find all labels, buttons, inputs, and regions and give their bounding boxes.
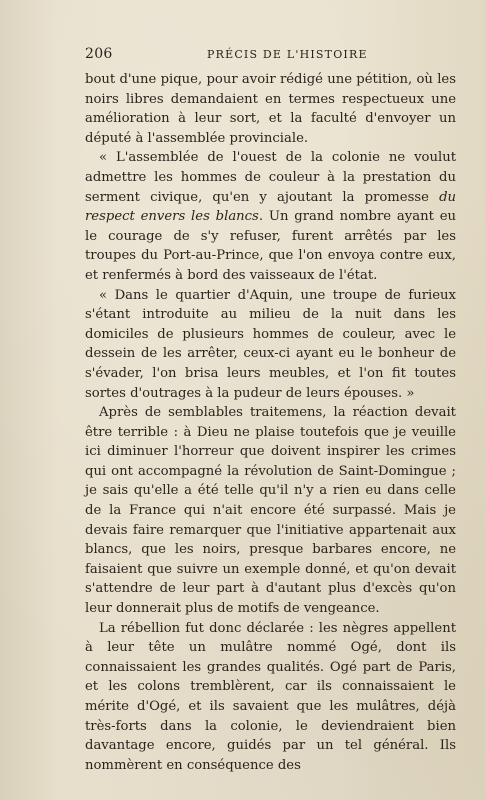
running-title: PRÉCIS DE L'HISTOIRE	[207, 48, 368, 61]
paragraph-4	[85, 403, 456, 619]
page-number: 206	[85, 46, 113, 62]
paragraph-3	[85, 286, 456, 404]
body-text	[85, 70, 456, 775]
paragraph-2-text-before: « L'assemblée de l'ouest de la colonie ne voulut admettre les hommes de couleur à la prestation du serment civique, qu'en y ajoutant la promesse	[85, 150, 456, 205]
paragraph-3-text: « Dans le quartier d'Aquin, une troupe de furieux s'étant introduite au milieu de la nuit dans les domiciles de plusieurs hommes de couleur, avec le dessein de les arrêter, ceux-ci ayant eu le bonheur de s'évader, l'on brisa leurs meubles, et l'on fit toutes sortes d'outrages à la pudeur de leurs épouses. »	[85, 287, 456, 401]
paragraph-5	[85, 619, 456, 776]
paragraph-1-text: bout d'une pique, pour avoir rédigé une pétition, où les noirs libres demandaient en termes respectueux une amélioration à leur sort, et la faculté d'envoyer un député à l'assemblée provinciale.	[85, 72, 456, 146]
paragraph-4-text: Après de semblables traitemens, la réaction devait être terrible : à Dieu ne plaise toutefois que je veuille ici diminuer l'horreur que doivent inspirer les crimes qui ont accompagné la révolution de Saint-Domingue ; je sais qu'elle a été telle qu'il n'y a rien eu dans celle de la France qui n'ait encore été surpassé. Mais je devais faire remarquer que l'initiative appartenait aux blancs, que les noirs, presque barbares encore, ne faisaient que suivre un exemple donné, et qu'on devait s'attendre de leur part à d'autant plus d'excès qu'on leur donnerait plus de motifs de vengeance.	[85, 405, 456, 617]
page-header	[85, 46, 470, 64]
paragraph-2-text-after: . Un grand nombre ayant eu le courage de s'y refuser, furent arrêtés par les troupes du Port-au-Prince, que l'on envoya contre eux, et renfermés à bord des vaisseaux de l'état.	[85, 209, 456, 283]
paragraph-2	[85, 148, 456, 285]
paragraph-5-text: La rébellion fut donc déclarée : les nègres appellent à leur tête un mulâtre nommé Ogé, dont ils connaissaient les grandes qualités. Ogé part de Paris, et les colons tremblèrent, car ils connaissaient le mérite d'Ogé, et ils savaient que les mulâtres, déjà très-forts dans la colonie, le deviendraient bien davantage encore, guidés par un tel général. Ils nommèrent en conséquence des	[85, 620, 456, 773]
paragraph-2-italic-phrase: du respect envers les blancs	[85, 189, 456, 225]
paragraph-1	[85, 70, 456, 148]
